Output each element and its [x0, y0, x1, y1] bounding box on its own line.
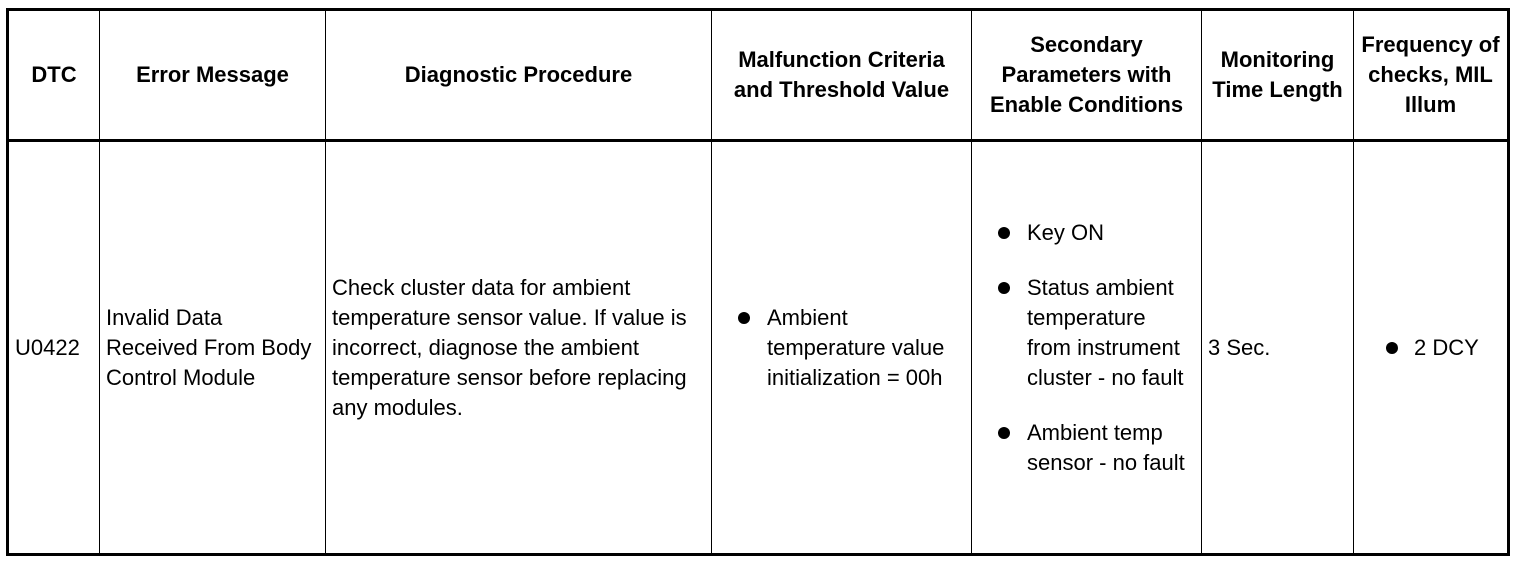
enable-condition-item: [978, 418, 1195, 478]
bullet-icon: [998, 227, 1010, 239]
frequency-item: [1360, 333, 1501, 363]
header-error-message: Error Message: [100, 10, 326, 141]
header-malfunction-criteria: Malfunction Criteria and Threshold Value: [712, 10, 972, 141]
header-secondary-parameters: Secondary Parameters with Enable Conditions: [972, 10, 1202, 141]
header-frequency: Frequency of checks, MIL Illum: [1354, 10, 1509, 141]
bullet-icon: [998, 282, 1010, 294]
cell-dtc-code: U0422: [8, 141, 100, 555]
cell-malfunction-criteria: [712, 141, 972, 555]
enable-condition-text: Ambient temp sensor - no fault: [1027, 419, 1185, 475]
enable-conditions-list: [978, 218, 1195, 478]
cell-frequency: [1354, 141, 1509, 555]
bullet-icon: [1386, 342, 1398, 354]
frequency-list: [1360, 333, 1501, 363]
header-row: [8, 10, 1509, 141]
header-monitoring-time: Monitoring Time Length: [1202, 10, 1354, 141]
criteria-list: [718, 303, 965, 393]
cell-error-message: Invalid Data Received From Body Control Module: [100, 141, 326, 555]
frequency-text: 2 DCY: [1414, 334, 1479, 360]
header-diagnostic-procedure: Diagnostic Procedure: [326, 10, 712, 141]
criteria-item: [718, 303, 965, 393]
bullet-icon: [998, 427, 1010, 439]
cell-enable-conditions: [972, 141, 1202, 555]
criteria-text: Ambient temperature value initialization = 00h: [767, 304, 945, 390]
enable-condition-text: Key ON: [1027, 219, 1105, 245]
enable-condition-text: Status ambient temperature from instrument cluster - no fault: [1027, 274, 1184, 390]
dtc-table: [6, 8, 1510, 556]
enable-condition-item: [978, 218, 1195, 248]
cell-monitoring-time: 3 Sec.: [1202, 141, 1354, 555]
header-dtc: DTC: [8, 10, 100, 141]
cell-diagnostic-procedure: Check cluster data for ambient temperature sensor value. If value is incorrect, diagnose the ambient temperature sensor before replacing any modules.: [326, 141, 712, 555]
table-row: [8, 141, 1509, 555]
bullet-icon: [738, 312, 750, 324]
enable-condition-item: [978, 273, 1195, 393]
